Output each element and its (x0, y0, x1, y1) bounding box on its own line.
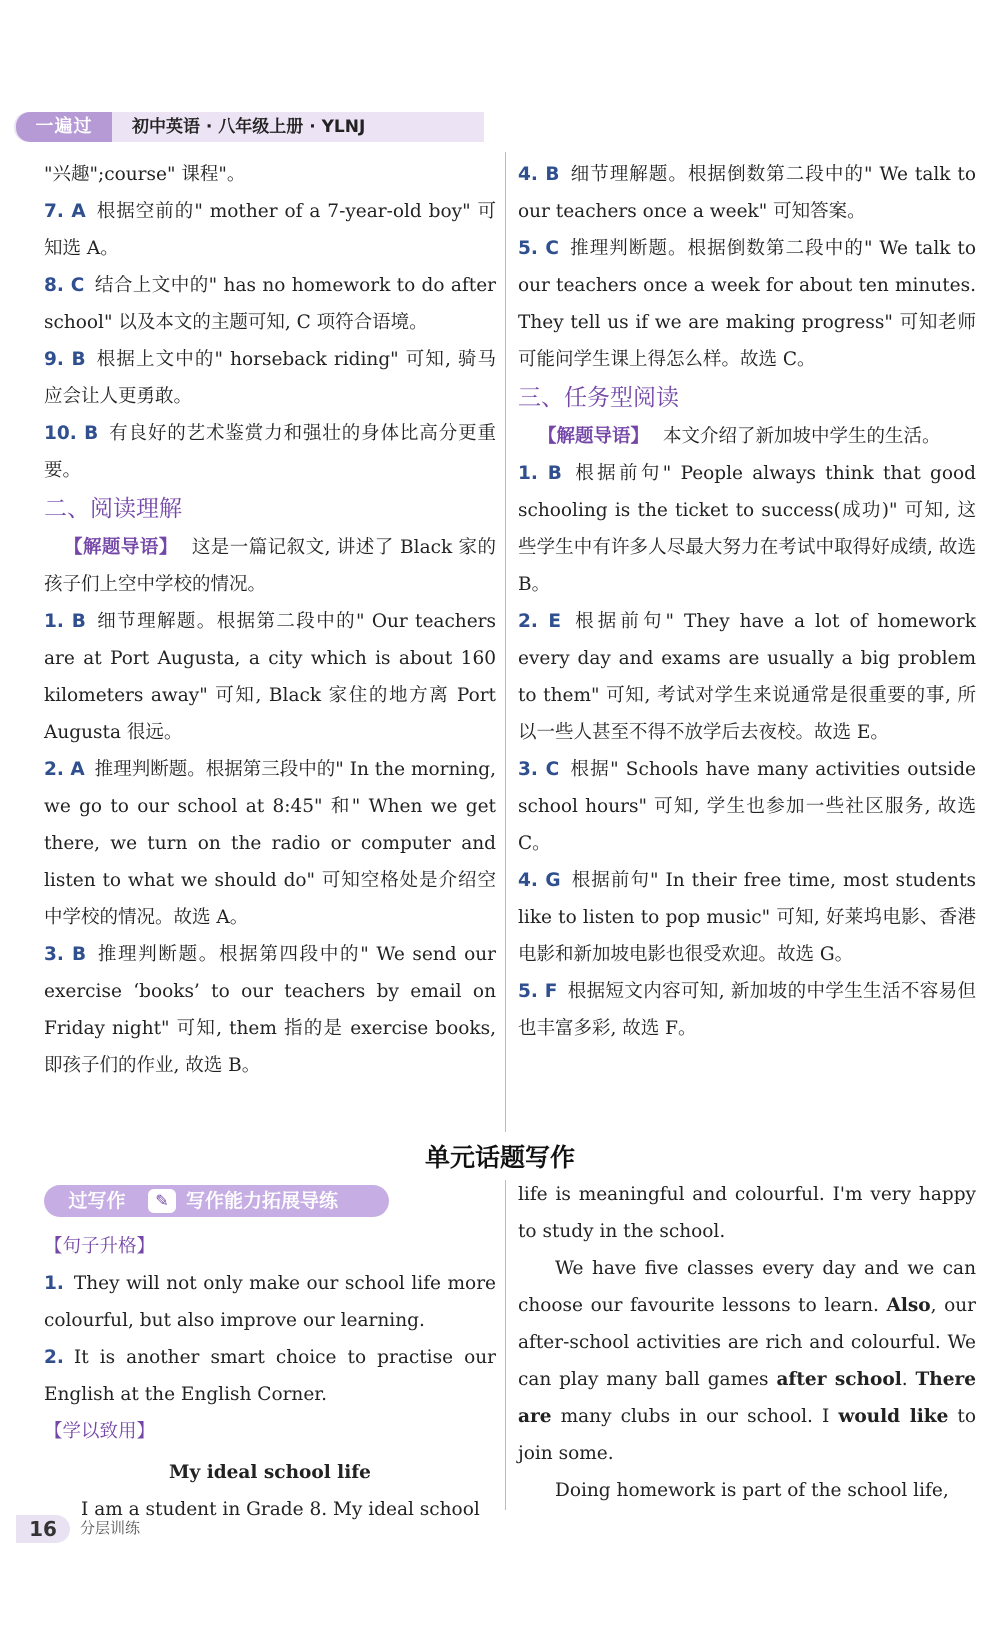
essay-title: My ideal school life (169, 1462, 371, 1483)
essay-keyword: after school (776, 1369, 902, 1390)
answer-item (518, 862, 976, 973)
subsection-tag: 【学以致用】 (44, 1421, 156, 1442)
essay-text: many clubs in our school. I (551, 1406, 839, 1427)
guide-label: 【解题导语】 (64, 537, 178, 558)
item-text: 根据前句" In their free time, most students like to listen to pop music" 可知, 好莱坞电影、香港电影和新加坡电影也很受欢迎。故选 G。 (518, 870, 976, 965)
text-paragraph: "兴趣";course" 课程"。 (44, 164, 246, 185)
subsection-tag: 【句子升格】 (44, 1236, 156, 1257)
answer-item (518, 603, 976, 751)
essay-text: We have five classes every day and we can choose our favourite lessons to learn. (518, 1258, 976, 1316)
writing-left-column (44, 1228, 496, 1528)
item-text: 根据空前的" mother of a 7-year-old boy" 可知选 A。 (44, 201, 496, 259)
page-number: 16 (16, 1515, 70, 1543)
essay-paragraph: Doing homework is part of the school life, (555, 1480, 949, 1501)
brand-logo: 一遍过 (16, 112, 112, 142)
item-number: 3. C (518, 759, 560, 780)
answer-item (518, 973, 976, 1047)
item-text: 根据前句" They have a lot of homework every day and exams are usually a big problem to them" 可知, 考试对学生来说通常是很重要的事, 所以一些人甚至不得不放学后去夜校。故选 E。 (518, 611, 976, 743)
answer-item (44, 193, 496, 267)
item-number: 4. G (518, 870, 561, 891)
answer-item (518, 230, 976, 378)
answer-item (518, 455, 976, 603)
answer-item (44, 267, 496, 341)
item-number: 3. B (44, 944, 87, 965)
sentence-item (44, 1339, 496, 1413)
item-number: 5. C (518, 238, 560, 259)
item-text: 根据上文中的" horseback riding" 可知, 骑马应会让人更勇敢。 (44, 349, 496, 407)
item-text: It is another smart choice to practise our English at the English Corner. (44, 1347, 496, 1405)
essay-text: . (901, 1369, 916, 1390)
item-number: 1. B (44, 611, 86, 632)
item-number: 8. C (44, 275, 85, 296)
pencil-icon: ✎ (148, 1189, 176, 1213)
essay-paragraph (518, 1250, 976, 1472)
guide-label: 【解题导语】 (538, 426, 650, 447)
item-text: 有良好的艺术鉴赏力和强壮的身体比高分更重要。 (44, 423, 496, 481)
left-column (44, 156, 496, 1084)
answer-item (518, 156, 976, 230)
right-column (518, 156, 976, 1047)
item-text: 推理判断题。根据倒数第二段中的" We talk to our teachers once a week for about ten minutes. They tell us if we are making progress" 可知老师可能问学生课上得怎么样。故选 C。 (518, 238, 976, 370)
answer-item (44, 603, 496, 751)
banner-label: 过写作 (68, 1190, 126, 1212)
item-text: 细节理解题。根据第二段中的" Our teachers are at Port Augusta, a city which is about 160 kilometers away" 可知, Black 家住的地方离 Port Augusta 很远。 (44, 611, 497, 743)
item-number: 4. B (518, 164, 560, 185)
item-number: 5. F (518, 981, 558, 1002)
section-heading: 二、阅读理解 (44, 496, 182, 522)
item-text: 根据短文内容可知, 新加坡的中学生生活不容易但也丰富多彩, 故选 F。 (518, 981, 976, 1039)
item-text: 结合上文中的" has no homework to do after school" 以及本文的主题可知, C 项符合语境。 (44, 275, 496, 333)
essay-text: , our after-school activities are rich and colourful. We can play many ball games (518, 1295, 976, 1390)
essay-keyword: would like (838, 1406, 949, 1427)
answer-item (44, 341, 496, 415)
guide-text: 本文介绍了新加坡中学生的生活。 (663, 426, 941, 447)
answer-item (518, 751, 976, 862)
writing-right-column (518, 1176, 976, 1509)
essay-keyword: There are (518, 1369, 976, 1427)
answer-item (44, 415, 496, 489)
item-number: 2. A (44, 759, 85, 780)
essay-line: I am a student in Grade 8. My ideal school (81, 1499, 480, 1520)
item-number: 2. E (518, 611, 562, 632)
section-heading: 三、任务型阅读 (518, 385, 679, 411)
item-text: 根据" Schools have many activities outside school hours" 可知, 学生也参加一些社区服务, 故选 C。 (518, 759, 976, 854)
essay-paragraph: life is meaningful and colourful. I'm very happy to study in the school. (518, 1184, 976, 1242)
column-divider (505, 152, 506, 1132)
item-text: 推理判断题。根据第四段中的" We send our exercise ‘books’ to our teachers by email on Friday night" 可知, them 指的是 exercise books, 即孩子们的作业, 故选 B。 (44, 944, 497, 1076)
item-number: 7. A (44, 201, 86, 222)
banner-subtitle: 写作能力拓展导练 (186, 1190, 339, 1212)
item-text: 推理判断题。根据第三段中的" In the morning, we go to our school at 8:45" 和" When we get there, we turn on the radio or computer and listen to what we should do" 可知空格处是介绍空中学校的情况。故选 A。 (44, 759, 496, 928)
item-text: 根据前句" People always think that good schooling is the ticket to success(成功)" 可知, 这些学生中有许多人尽最大努力在考试中取得好成绩, 故选 B。 (518, 463, 976, 595)
essay-text: to join some. (518, 1406, 977, 1464)
item-number: 1. B (518, 463, 562, 484)
guide-text: 这是一篇记叙文, 讲述了 Black 家的孩子们上空中学校的情况。 (44, 537, 496, 595)
column-divider (505, 1180, 506, 1510)
sentence-item (44, 1265, 496, 1339)
footer-label: 分层训练 (80, 1519, 141, 1537)
essay-keyword: Also (886, 1295, 931, 1316)
unit-title: 单元话题写作 (424, 1143, 575, 1172)
guide-paragraph (44, 529, 496, 603)
answer-item (44, 751, 496, 936)
item-text: They will not only make our school life more colourful, but also improve our learning. (44, 1273, 496, 1331)
item-number: 1. (44, 1273, 64, 1294)
item-text: 细节理解题。根据倒数第二段中的" We talk to our teachers once a week" 可知答案。 (518, 164, 976, 222)
guide-paragraph (518, 418, 976, 455)
item-number: 9. B (44, 349, 86, 370)
answer-item (44, 936, 496, 1084)
item-number: 10. B (44, 423, 99, 444)
header-title: 初中英语 · 八年级上册 · YLNJ (132, 117, 366, 137)
item-number: 2. (44, 1347, 64, 1368)
